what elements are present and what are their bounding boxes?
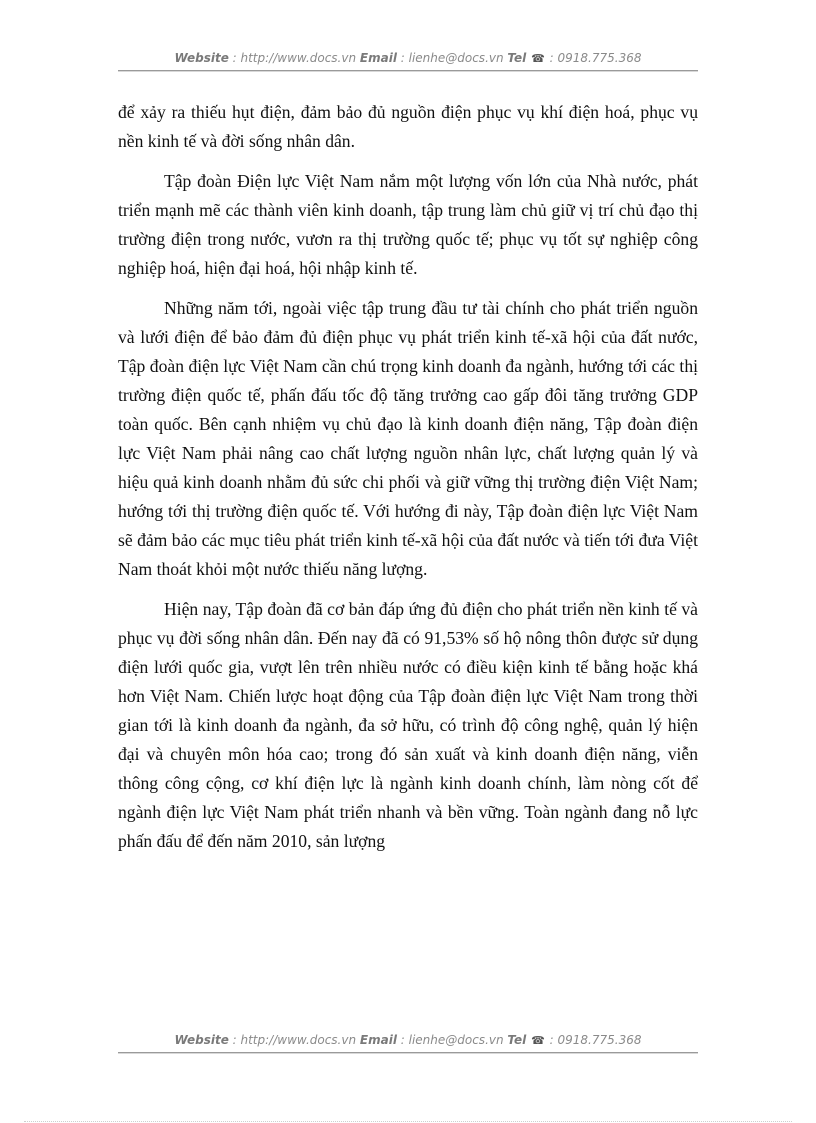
- tel-value: : 0918.775.368: [545, 51, 642, 65]
- website-link[interactable]: : http://www.docs.vn: [228, 51, 360, 65]
- page-footer: [118, 1033, 698, 1047]
- paragraph-1: để xảy ra thiếu hụt điện, đảm bảo đủ nguồn điện phục vụ khí điện hoá, phục vụ nền kinh tế và đời sống nhân dân.: [118, 102, 698, 151]
- website-label: Website: [174, 1033, 229, 1047]
- tel-value: : 0918.775.368: [545, 1033, 642, 1047]
- document-body: [118, 98, 698, 867]
- footer-divider: [118, 1052, 698, 1054]
- paragraph-4: Hiện nay, Tập đoàn đã cơ bản đáp ứng đủ điện cho phát triển nền kinh tế và phục vụ đời sống nhân dân. Đến nay đã có 91,53% số hộ nông thôn được sử dụng điện lưới quốc gia, vượt lên trên nhiều nước có điều kiện kinh tế bằng hoặc khá hơn Việt Nam. Chiến lược hoạt động của Tập đoàn điện lực Việt Nam trong thời gian tới là kinh doanh đa ngành, đa sở hữu, có trình độ công nghệ, quản lý hiện đại và chuyên môn hóa cao; trong đó sản xuất và kinh doanh điện năng, viễn thông công cộng, cơ khí điện lực là ngành kinh doanh chính, làm nòng cốt để ngành điện lực Việt Nam phát triển nhanh và bền vững. Toàn ngành đang nỗ lực phấn đấu để đến năm 2010, sản lượng: [118, 599, 698, 851]
- email-link[interactable]: : lienhe@docs.vn: [396, 1033, 508, 1047]
- page-header: [118, 51, 698, 65]
- website-link[interactable]: : http://www.docs.vn: [228, 1033, 360, 1047]
- tel-label: Tel: [507, 1033, 527, 1047]
- header-divider: [118, 70, 698, 72]
- phone-icon: ☎: [531, 1034, 545, 1047]
- email-link[interactable]: : lienhe@docs.vn: [396, 51, 508, 65]
- tel-label: Tel: [507, 51, 527, 65]
- email-label: Email: [359, 1033, 397, 1047]
- paragraph-2: Tập đoàn Điện lực Việt Nam nắm một lượng vốn lớn của Nhà nước, phát triển mạnh mẽ các thành viên kinh doanh, tập trung làm chủ giữ vị trí chủ đạo thị trường điện trong nước, vươn ra thị trường quốc tế; phục vụ tốt sự nghiệp công nghiệp hoá, hiện đại hoá, hội nhập kinh tế.: [118, 171, 698, 278]
- website-label: Website: [174, 51, 229, 65]
- email-label: Email: [359, 51, 397, 65]
- paragraph-3: Những năm tới, ngoài việc tập trung đầu tư tài chính cho phát triển nguồn và lưới điện để bảo đảm đủ điện phục vụ phát triển kinh tế-xã hội của đất nước, Tập đoàn điện lực Việt Nam cần chú trọng kinh doanh đa ngành, hướng tới các thị trường điện quốc tế, phấn đấu tốc độ tăng trưởng cao gấp đôi tăng trưởng GDP toàn quốc. Bên cạnh nhiệm vụ chủ đạo là kinh doanh điện năng, Tập đoàn điện lực Việt Nam phải nâng cao chất lượng nguồn nhân lực, chất lượng quản lý và hiệu quả kinh doanh nhằm đủ sức chi phối và giữ vững thị trường điện Việt Nam; hướng tới thị trường điện quốc tế. Với hướng đi này, Tập đoàn điện lực Việt Nam sẽ đảm bảo các mục tiêu phát triển kinh tế-xã hội của đất nước và tiến tới đưa Việt Nam thoát khỏi một nước thiếu năng lượng.: [118, 298, 698, 579]
- phone-icon: ☎: [531, 52, 545, 65]
- page-bottom-dotted-border: [24, 1121, 792, 1122]
